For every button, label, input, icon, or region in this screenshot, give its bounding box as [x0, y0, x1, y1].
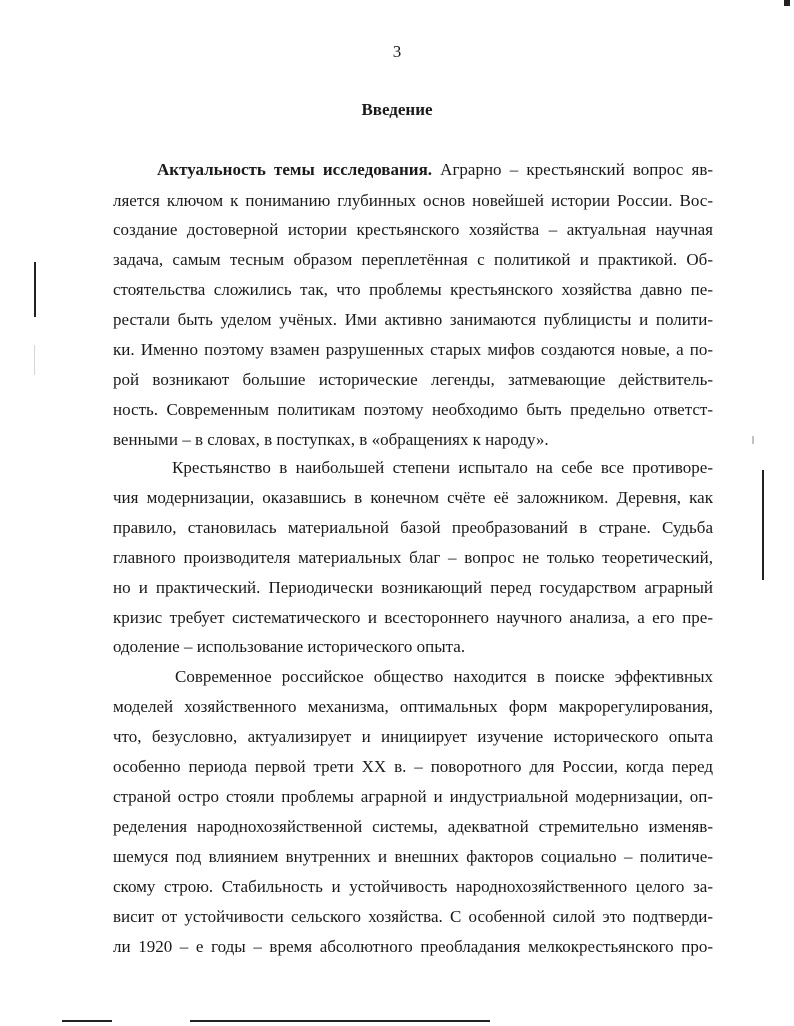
paragraph-3-line-6: ределения народнохозяйственной системы, адекватной стремительно изменяв- — [113, 817, 713, 836]
paragraph-1-line-6: рестали быть уделом учёных. Ими активно занимаются публицисты и полити- — [113, 310, 713, 329]
paragraph-2-line-5: но и практический. Периодически возникающий перед государством аграрный — [113, 578, 713, 597]
section-heading: Введение — [361, 100, 433, 119]
lead-continuation: Аграрно – крестьянский вопрос яв- — [432, 160, 714, 179]
paragraph-1-line-4: задача, самым тесным образом переплетённая с политикой и практикой. Об- — [113, 250, 713, 269]
paragraph-3-line-3: что, безусловно, актуализирует и инициирует изучение исторического опыта — [113, 727, 713, 746]
left-margin-scan-speck — [34, 345, 35, 375]
bottom-left-scan-rule — [62, 1020, 112, 1022]
paragraph-2-line-3: правило, становилась материальной базой преобразований в стране. Судьба — [113, 518, 713, 537]
paragraph-2-line-7: одоление – использование исторического опыта. — [113, 637, 466, 656]
paragraph-2-line-6: кризис требует систематического и всестороннего научного анализа, а его пре- — [113, 608, 713, 627]
paragraph-1-line-1 — [157, 160, 713, 180]
paragraph-3-line-4: особенно периода первой трети XX в. – поворотного для России, когда перед — [113, 757, 713, 776]
paragraph-1-line-10: венными – в словах, в поступках, в «обращениях к народу». — [113, 430, 549, 449]
top-corner-scan-mark — [784, 0, 790, 6]
paragraph-3-line-9: висит от устойчивости сельского хозяйства. С особенной силой это подтверди- — [113, 907, 713, 926]
left-margin-scan-mark — [34, 262, 36, 317]
paragraph-3-line-5: страной остро стояли проблемы аграрной и индустриальной модернизации, оп- — [113, 787, 713, 806]
right-margin-scan-speck — [752, 436, 754, 444]
lead-phrase: Актуальность темы исследования. — [157, 160, 433, 179]
paragraph-2-line-2: чия модернизации, оказавшись в конечном счёте её заложником. Деревня, как — [113, 488, 713, 507]
paragraph-1-line-8: рой возникают большие исторические легенды, затмевающие действитель- — [113, 370, 713, 389]
paragraph-2-line-1: Крестьянство в наибольшей степени испытало на себе все противоре- — [172, 458, 713, 477]
paragraph-3-line-8: скому строю. Стабильность и устойчивость народнохозяйственного целого за- — [113, 877, 713, 896]
paragraph-1-line-5: стоятельства сложились так, что проблемы крестьянского хозяйства давно пе- — [113, 280, 713, 299]
paragraph-1-line-3: создание достоверной истории крестьянского хозяйства – актуальная научная — [113, 220, 713, 239]
bottom-scan-rule — [190, 1020, 490, 1022]
right-margin-scan-mark — [762, 470, 764, 580]
paragraph-1-line-9: ность. Современным политикам поэтому необходимо быть предельно ответст- — [113, 400, 713, 419]
paragraph-3-line-2: моделей хозяйственного механизма, оптимальных форм макрорегулирования, — [113, 697, 713, 716]
paragraph-1-line-2: ляется ключом к пониманию глубинных основ новейшей истории России. Вос- — [113, 191, 713, 210]
paragraph-3-line-10: ли 1920 – е годы – время абсолютного преобладания мелкокрестьянского про- — [113, 937, 713, 956]
paragraph-2-line-4: главного производителя материальных благ – вопрос не только теоретический, — [113, 548, 713, 567]
paragraph-3-line-7: шемуся под влиянием внутренних и внешних факторов социально – политиче- — [113, 847, 713, 866]
page-number: 3 — [392, 42, 402, 61]
paragraph-3-line-1: Современное российское общество находится в поиске эффективных — [175, 667, 713, 686]
paragraph-1-line-7: ки. Именно поэтому взамен разрушенных старых мифов создаются новые, а по- — [113, 340, 713, 359]
